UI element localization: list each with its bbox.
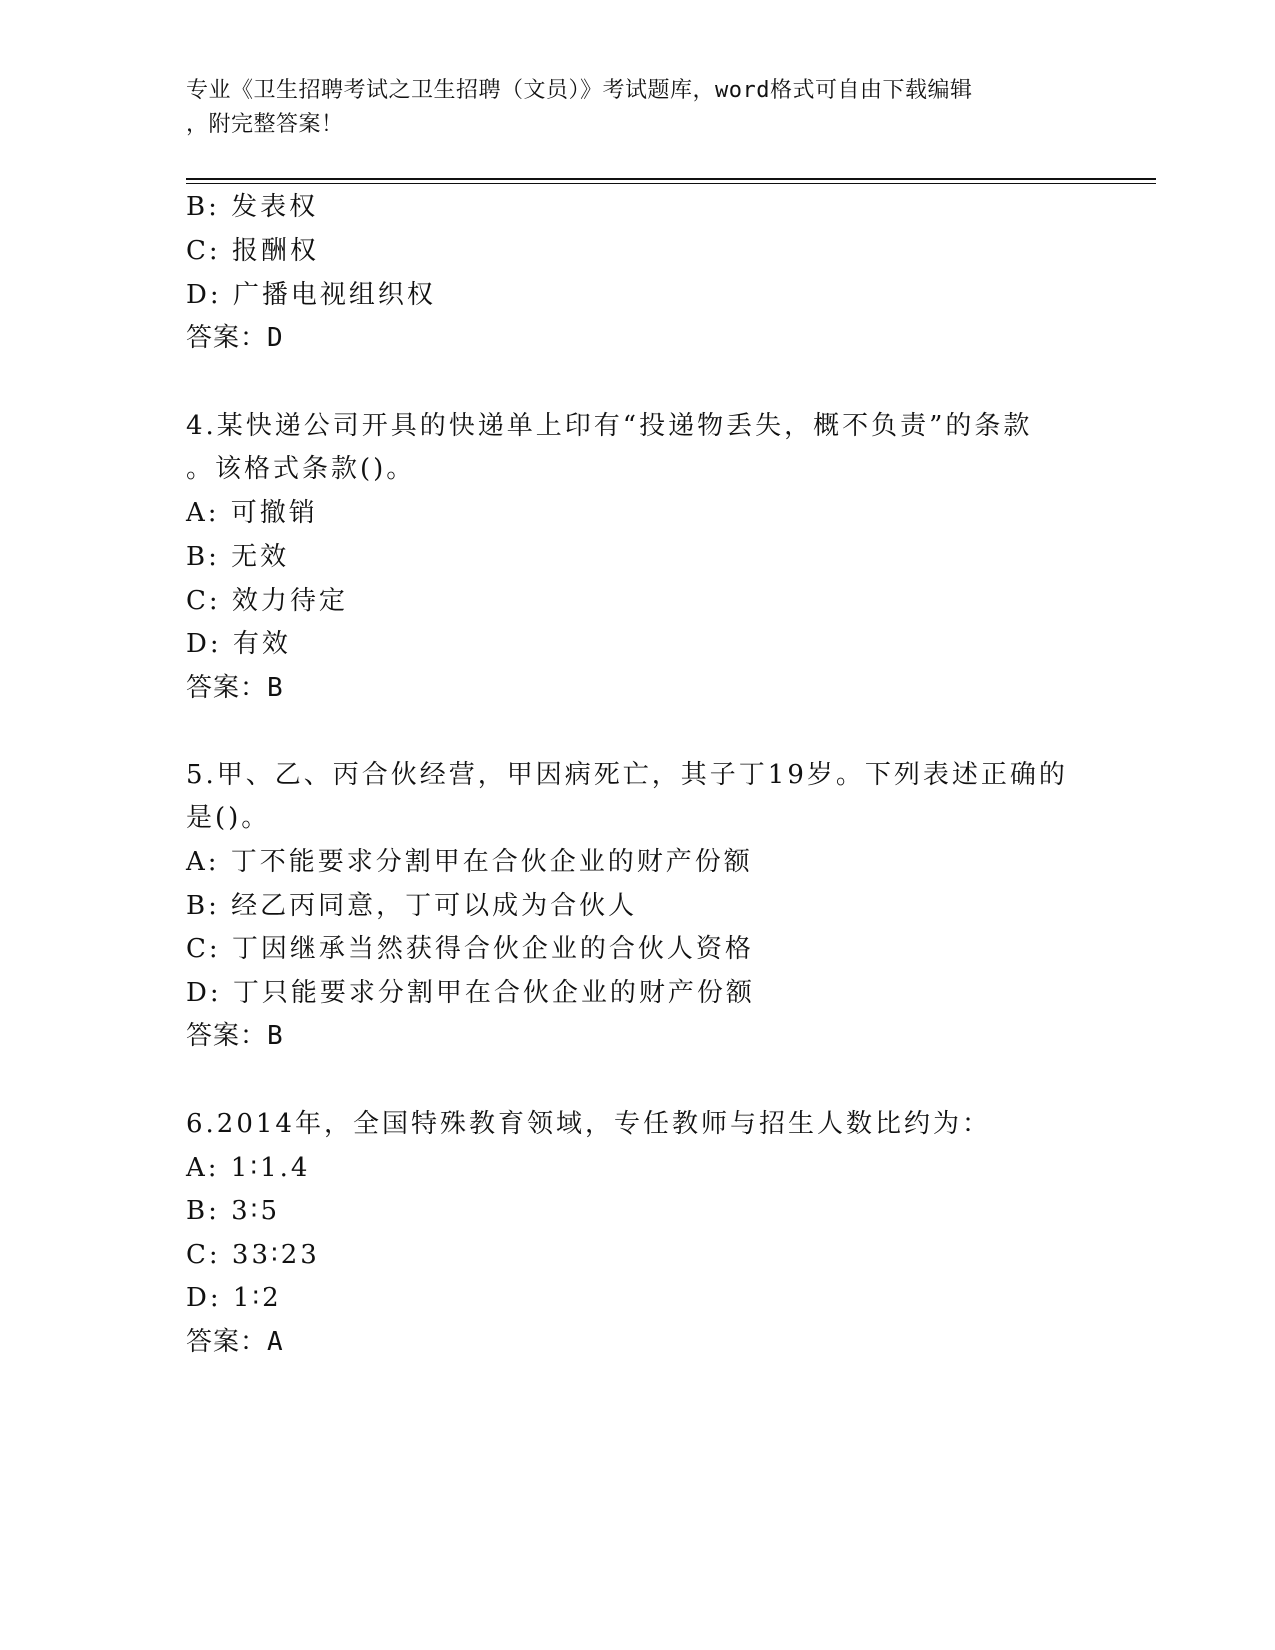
answer-value: B <box>267 673 284 703</box>
q6-option-a: A: 1∶1.4 <box>186 1153 311 1183</box>
q5-option-c: C: 丁因继承当然获得合伙企业的合伙人资格 <box>186 934 754 964</box>
q3-option-c: C: 报酬权 <box>186 236 319 266</box>
q6-stem-line-1: 6.2014年，全国特殊教育领域，专任教师与招生人数比约为： <box>186 1109 991 1139</box>
answer-value: B <box>267 1021 284 1051</box>
header-divider-thick <box>186 178 1156 180</box>
q4-option-d: D: 有效 <box>186 629 291 659</box>
q5-option-b: B: 经乙丙同意，丁可以成为合伙人 <box>186 891 638 921</box>
q3-option-d: D: 广播电视组织权 <box>186 280 436 310</box>
q6-option-b: B: 3∶5 <box>186 1196 280 1226</box>
q4-option-b: B: 无效 <box>186 542 290 572</box>
answer-label: 答案： <box>186 673 268 703</box>
document-header <box>186 74 1086 142</box>
answer-label: 答案： <box>186 323 268 353</box>
q4-stem-line-1: 4.某快递公司开具的快递单上印有“投递物丢失，概不负责”的条款 <box>186 411 1033 441</box>
header-divider-thin <box>186 183 1156 184</box>
header-line-2: ，附完整答案！ <box>186 112 344 137</box>
q6-answer <box>186 1324 1086 1360</box>
q4-stem-line-2: 。该格式条款()。 <box>186 454 416 484</box>
q5-option-a: A: 丁不能要求分割甲在合伙企业的财产份额 <box>186 847 753 877</box>
q5-answer <box>186 1018 1086 1054</box>
header-line-1: 专业《卫生招聘考试之卫生招聘（文员）》考试题库，word格式可自由下载编辑 <box>186 78 973 103</box>
q3-answer <box>186 320 1086 356</box>
q5-option-d: D: 丁只能要求分割甲在合伙企业的财产份额 <box>186 978 755 1008</box>
q3-option-b: B: 发表权 <box>186 192 319 222</box>
answer-value: A <box>267 1327 284 1357</box>
q4-option-c: C: 效力待定 <box>186 586 348 616</box>
answer-label: 答案： <box>186 1327 268 1357</box>
q5-stem-line-2: 是()。 <box>186 803 271 833</box>
answer-label: 答案： <box>186 1021 268 1051</box>
q6-option-c: C: 33∶23 <box>186 1240 320 1270</box>
q5-stem-line-1: 5.甲、乙、丙合伙经营，甲因病死亡，其子丁19岁。下列表述正确的 <box>186 760 1068 790</box>
answer-value: D <box>267 323 284 353</box>
q4-option-a: A: 可撤销 <box>186 498 318 528</box>
q4-answer <box>186 670 1086 706</box>
q6-option-d: D: 1∶2 <box>186 1283 282 1313</box>
